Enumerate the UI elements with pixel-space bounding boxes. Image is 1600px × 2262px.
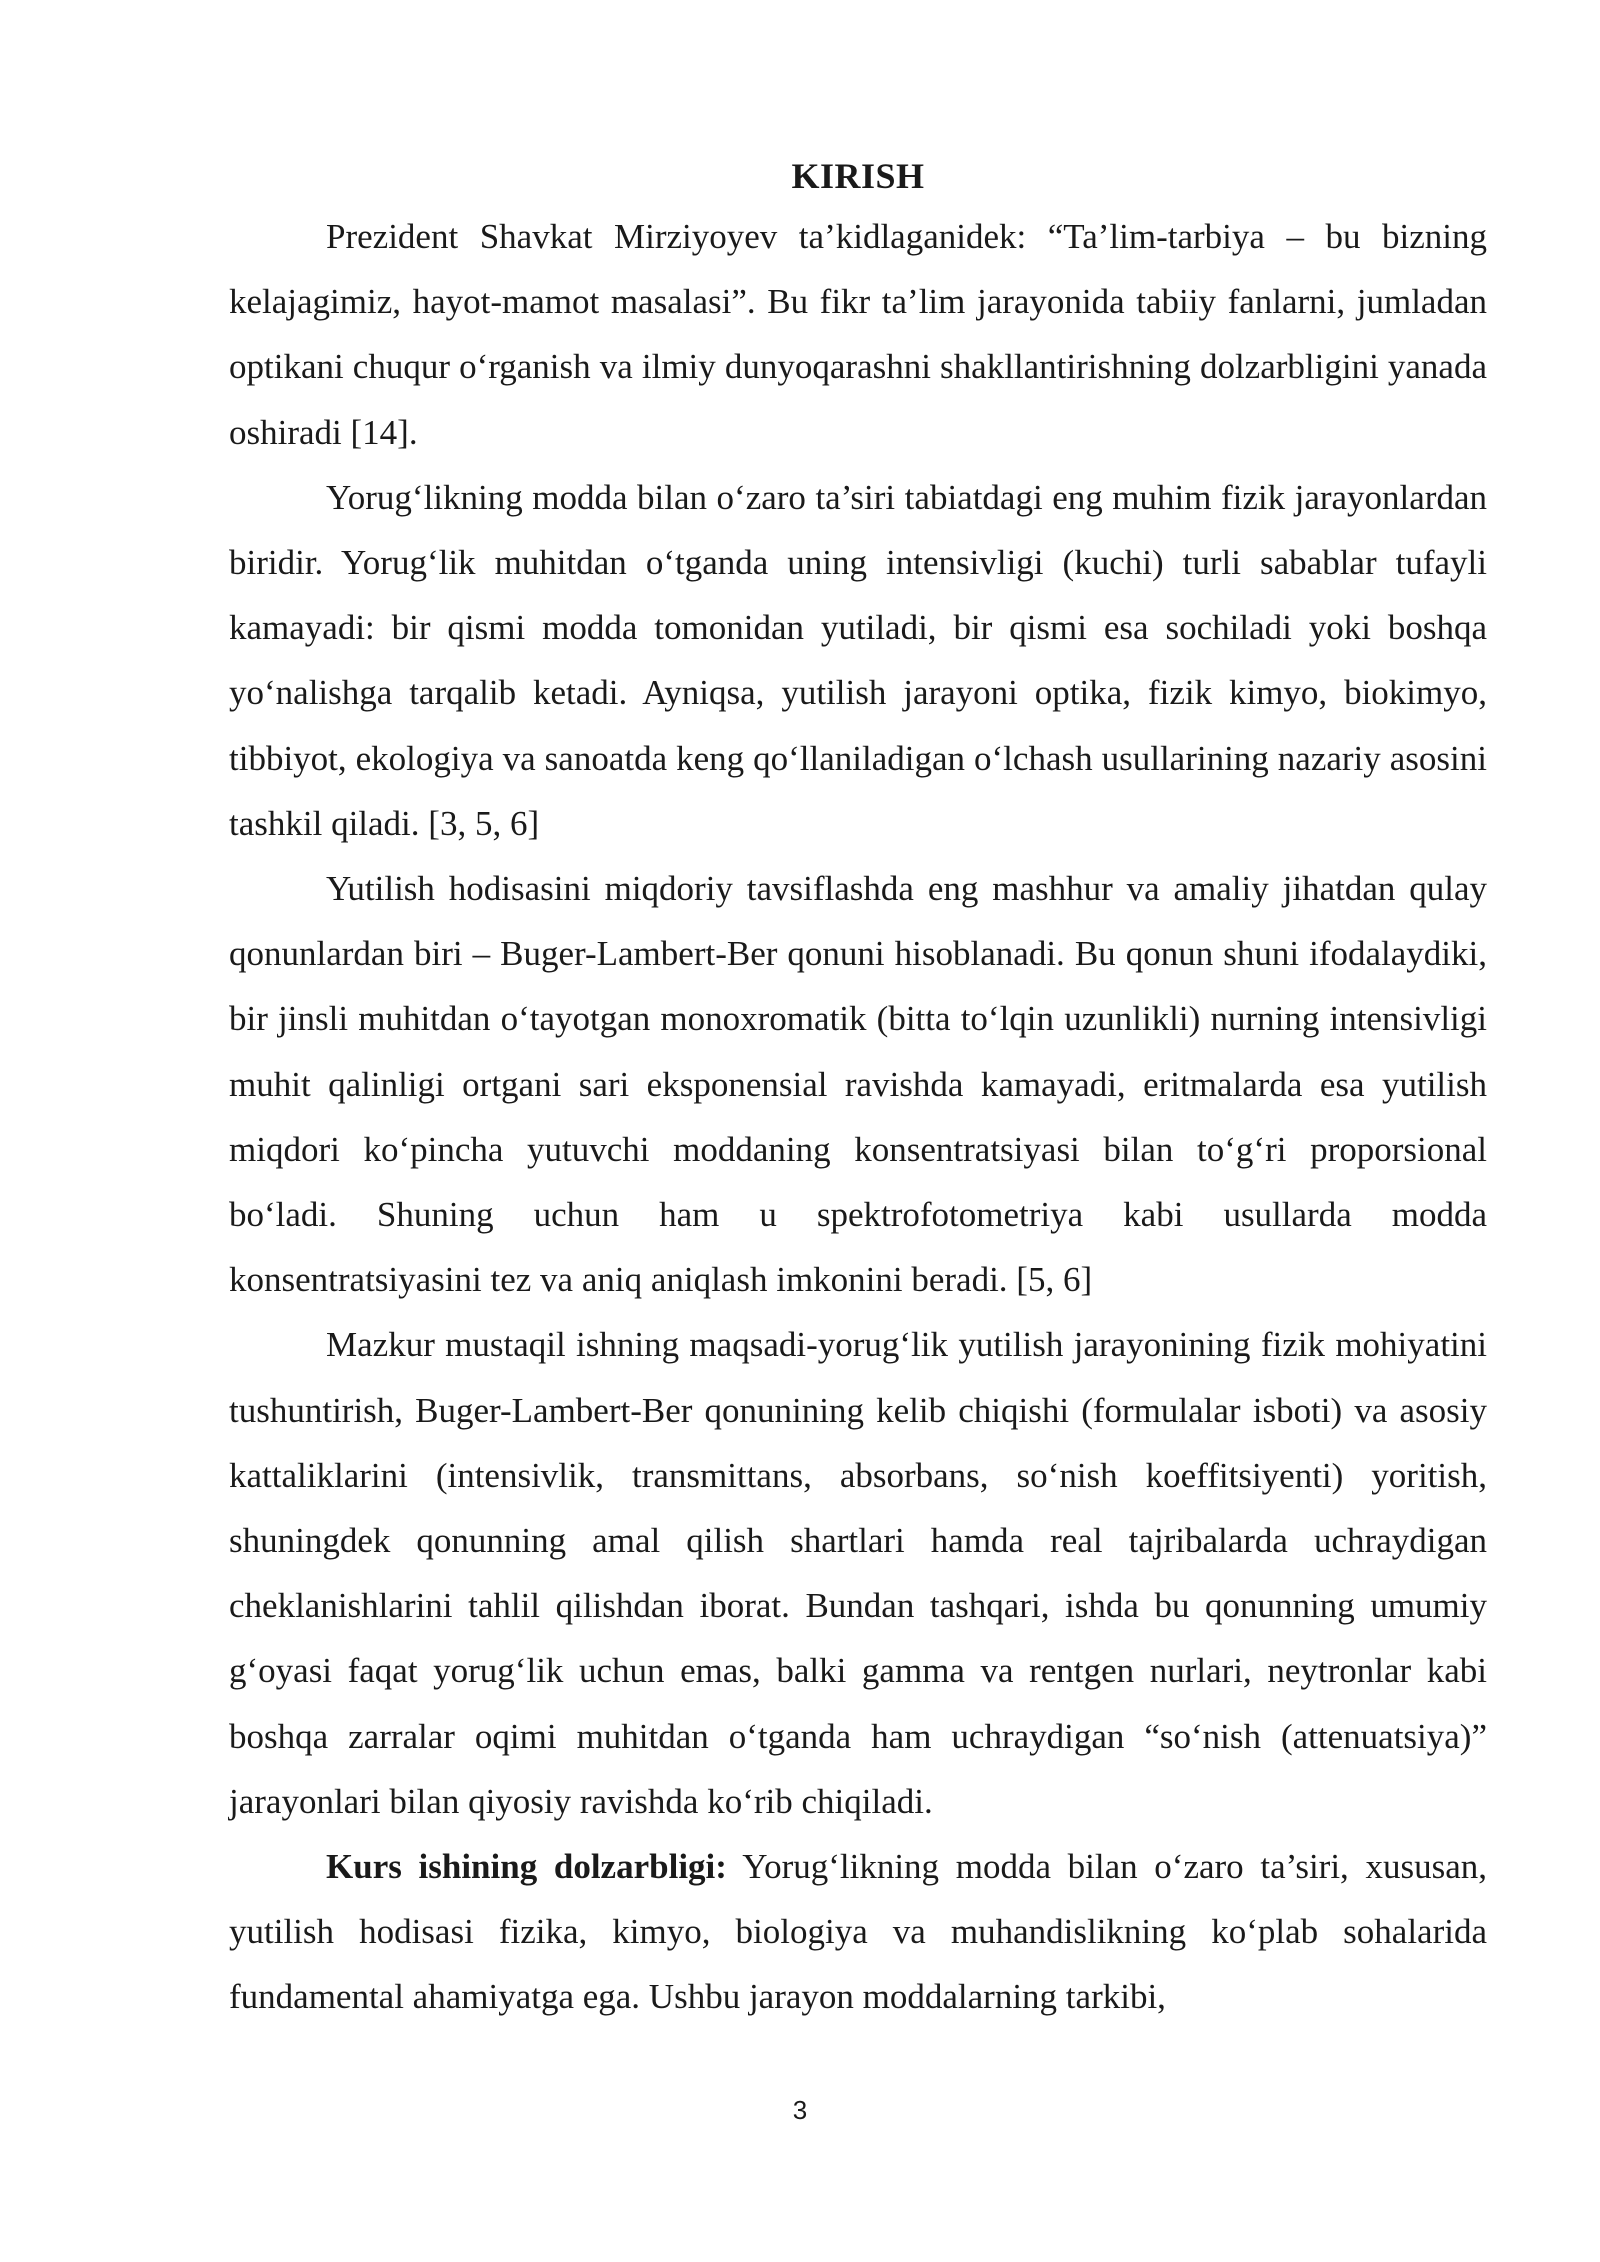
page-content <box>229 148 1487 2030</box>
page-number: 3 <box>792 2095 808 2125</box>
paragraph-absorption-law <box>229 856 1487 1312</box>
paragraph-text: Yorugʻlikning modda bilan oʻzaro ta’siri, xususan, yutilish hodisasi fizika, kimyo, biologiya va muhandislikning koʻplab sohalarida fundamental ahamiyatga ega. Ushbu jarayon moddalarning tarkibi, <box>229 1847 1487 2017</box>
paragraph-work-goal <box>229 1312 1487 1834</box>
paragraph-text: Yutilish hodisasini miqdoriy tavsiflashda eng mashhur va amaliy jihatdan qulay qonunlardan biri – Buger-Lambert-Ber qonuni hisoblanadi. Bu qonun shuni ifodalaydiki, bir jinsli muhitdan oʻtayotgan monoxromatik (bitta toʻlqin uzunlikli) nurning intensivligi muhit qalinligi ortgani sari eksponensial ravishda kamayadi, eritmalarda esa yutilish miqdori koʻpincha yutuvchi moddaning konsentratsiyasi bilan toʻgʻri proporsional boʻladi. Shuning uchun ham u spektrofotometriya kabi usullarda modda konsentratsiyasini tez va aniq aniqlash imkonini beradi. [5, 6] <box>229 869 1487 1300</box>
paragraph-relevance <box>229 1834 1487 2030</box>
section-title: KIRISH <box>791 156 925 196</box>
paragraph-text: Yorugʻlikning modda bilan oʻzaro ta’siri tabiatdagi eng muhim fizik jarayonlardan biridir. Yorugʻlik muhitdan oʻtganda uning intensivligi (kuchi) turli sabablar tufayli kamayadi: bir qismi modda tomonidan yutiladi, bir qismi esa sochiladi yoki boshqa yoʻnalishga tarqalib ketadi. Ayniqsa, yutilish jarayoni optika, fizik kimyo, biokimyo, tibbiyot, ekologiya va sanoatda keng qoʻllaniladigan oʻlchash usullarining nazariy asosini tashkil qiladi. [3, 5, 6] <box>229 477 1487 843</box>
paragraph-text: Mazkur mustaqil ishning maqsadi-yorugʻlik yutilish jarayonining fizik mohiyatini tushuntirish, Buger-Lambert-Ber qonunining kelib chiqishi (formulalar isboti) va asosiy kattaliklarini (intensivlik, transmittans, absorbans, soʻnish koeffitsiyenti) yoritish, shuningdek qonunning amal qilish shartlari hamda real tajribalarda uchraydigan cheklanishlarini tahlil qilishdan iborat. Bundan tashqari, ishda bu qonunning umumiy gʻoyasi faqat yorugʻlik uchun emas, balki gamma va rentgen nurlari, neytronlar kabi boshqa zarralar oqimi muhitdan oʻtganda ham uchraydigan “soʻnish (attenuatsiya)” jarayonlari bilan qiyosiy ravishda koʻrib chiqiladi. <box>229 1325 1487 1821</box>
paragraph-intro <box>229 204 1487 465</box>
paragraph-text: Prezident Shavkat Mirziyoyev ta’kidlaganidek: “Ta’lim-tarbiya – bu bizning kelajagimiz, hayot-mamot masalasi”. Bu fikr ta’lim jarayonida tabiiy fanlarni, jumladan optikani chuqur oʻrganish va ilmiy dunyoqarashni shakllantirishning dolzarbligini yanada oshiradi [14]. <box>229 217 1487 452</box>
paragraph-light-interaction <box>229 465 1487 856</box>
paragraph-lead: Kurs ishining dolzarbligi: <box>326 1847 727 1887</box>
